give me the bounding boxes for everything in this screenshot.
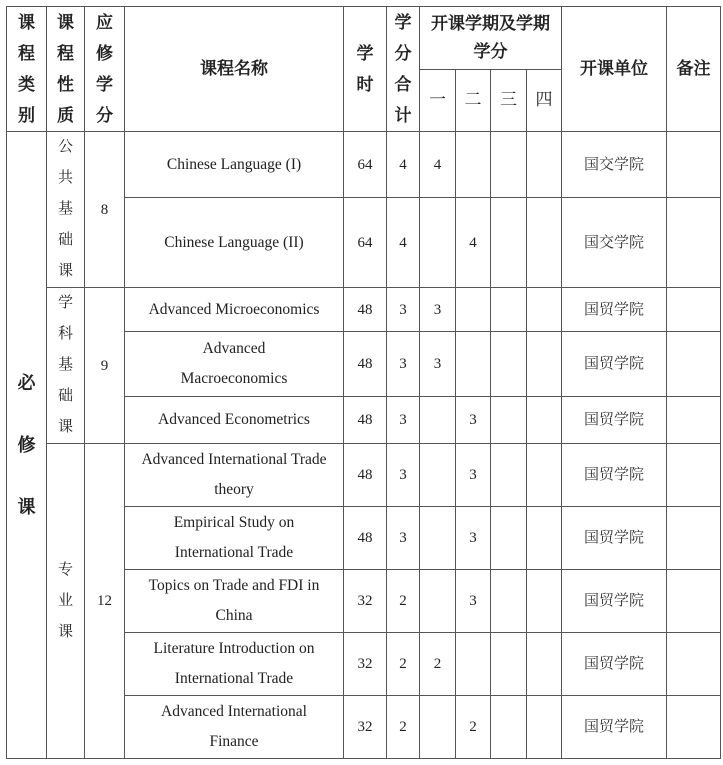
remarks-cell [667,332,721,396]
table-row [7,288,721,332]
semester-1-cell: 3 [420,288,456,332]
semester-2-cell [456,332,491,396]
credits-cell: 3 [387,332,420,396]
credits-cell: 4 [387,132,420,198]
semester-2-cell [456,633,491,696]
credits-cell-discipline: 9 [85,288,125,444]
hours-cell: 32 [344,570,387,633]
semester-3-cell [491,288,527,332]
table-row [7,444,721,507]
header-credit-total: 学分合计 [387,7,420,132]
remarks-cell [667,444,721,507]
remarks-cell [667,132,721,198]
credits-cell: 2 [387,570,420,633]
semester-2-cell: 3 [456,444,491,507]
hours-cell: 48 [344,332,387,396]
course-name-cell: Empirical Study on International Trade [125,507,344,570]
category-cell: 必修课 [7,132,47,759]
remarks-cell [667,396,721,443]
semester-3-cell [491,444,527,507]
hours-cell: 48 [344,288,387,332]
department-cell: 国贸学院 [562,444,667,507]
header-course-name: 课程名称 [125,7,344,132]
remarks-cell [667,507,721,570]
department-cell: 国贸学院 [562,332,667,396]
department-cell: 国贸学院 [562,396,667,443]
semester-1-cell: 4 [420,132,456,198]
semester-3-cell [491,696,527,759]
header-semester-4: 四 [527,69,562,132]
course-name-cell: Chinese Language (II) [125,198,344,288]
hours-cell: 32 [344,696,387,759]
department-cell: 国贸学院 [562,696,667,759]
semester-2-cell: 3 [456,507,491,570]
credits-cell: 3 [387,507,420,570]
course-name-cell: Chinese Language (I) [125,132,344,198]
credits-cell: 3 [387,444,420,507]
semester-3-cell [491,198,527,288]
department-cell: 国交学院 [562,198,667,288]
semester-3-cell [491,132,527,198]
semester-3-cell [491,570,527,633]
department-cell: 国贸学院 [562,507,667,570]
course-name-cell: Advanced International Finance [125,696,344,759]
semester-4-cell [527,444,562,507]
department-cell: 国交学院 [562,132,667,198]
hours-cell: 64 [344,132,387,198]
remarks-cell [667,198,721,288]
semester-3-cell [491,633,527,696]
credits-cell: 2 [387,633,420,696]
remarks-cell [667,696,721,759]
semester-4-cell [527,507,562,570]
remarks-cell [667,570,721,633]
department-cell: 国贸学院 [562,633,667,696]
department-cell: 国贸学院 [562,288,667,332]
semester-4-cell [527,332,562,396]
semester-2-cell: 3 [456,570,491,633]
nature-cell-major: 专业课 [47,444,85,759]
credits-cell-public: 8 [85,132,125,288]
semester-3-cell [491,332,527,396]
semester-3-cell [491,396,527,443]
table-row [7,132,721,198]
header-department: 开课单位 [562,7,667,132]
credits-cell-major: 12 [85,444,125,759]
semester-4-cell [527,198,562,288]
semester-2-cell [456,288,491,332]
nature-cell-discipline: 学科基础课 [47,288,85,444]
remarks-cell [667,288,721,332]
course-name-cell: Advanced Econometrics [125,396,344,443]
header-required-credits: 应修学分 [85,7,125,132]
semester-4-cell [527,570,562,633]
header-category: 课程类别 [7,7,47,132]
semester-4-cell [527,633,562,696]
course-name-cell: Advanced Macroeconomics [125,332,344,396]
semester-3-cell [491,507,527,570]
hours-cell: 48 [344,396,387,443]
semester-4-cell [527,288,562,332]
semester-1-cell [420,396,456,443]
semester-1-cell [420,198,456,288]
header-remarks: 备注 [667,7,721,132]
hours-cell: 48 [344,444,387,507]
course-name-cell: Literature Introduction on International Trade [125,633,344,696]
hours-cell: 48 [344,507,387,570]
semester-2-cell: 4 [456,198,491,288]
course-name-cell: Advanced International Trade theory [125,444,344,507]
semester-4-cell [527,696,562,759]
course-name-cell: Advanced Microeconomics [125,288,344,332]
credits-cell: 3 [387,396,420,443]
credits-cell: 2 [387,696,420,759]
credits-cell: 4 [387,198,420,288]
credits-cell: 3 [387,288,420,332]
semester-1-cell: 2 [420,633,456,696]
semester-1-cell: 3 [420,332,456,396]
header-semester-group: 开课学期及学期学分 [420,7,562,70]
header-semester-2: 二 [456,69,491,132]
semester-2-cell: 2 [456,696,491,759]
remarks-cell [667,633,721,696]
header-nature: 课程性质 [47,7,85,132]
department-cell: 国贸学院 [562,570,667,633]
semester-1-cell [420,696,456,759]
header-hours: 学时 [344,7,387,132]
course-name-cell: Topics on Trade and FDI in China [125,570,344,633]
semester-4-cell [527,132,562,198]
hours-cell: 32 [344,633,387,696]
semester-1-cell [420,570,456,633]
nature-cell-public: 公共基础课 [47,132,85,288]
semester-2-cell: 3 [456,396,491,443]
semester-1-cell [420,444,456,507]
semester-2-cell [456,132,491,198]
curriculum-table [6,6,721,759]
semester-1-cell [420,507,456,570]
hours-cell: 64 [344,198,387,288]
semester-4-cell [527,396,562,443]
header-semester-3: 三 [491,69,527,132]
header-semester-1: 一 [420,69,456,132]
